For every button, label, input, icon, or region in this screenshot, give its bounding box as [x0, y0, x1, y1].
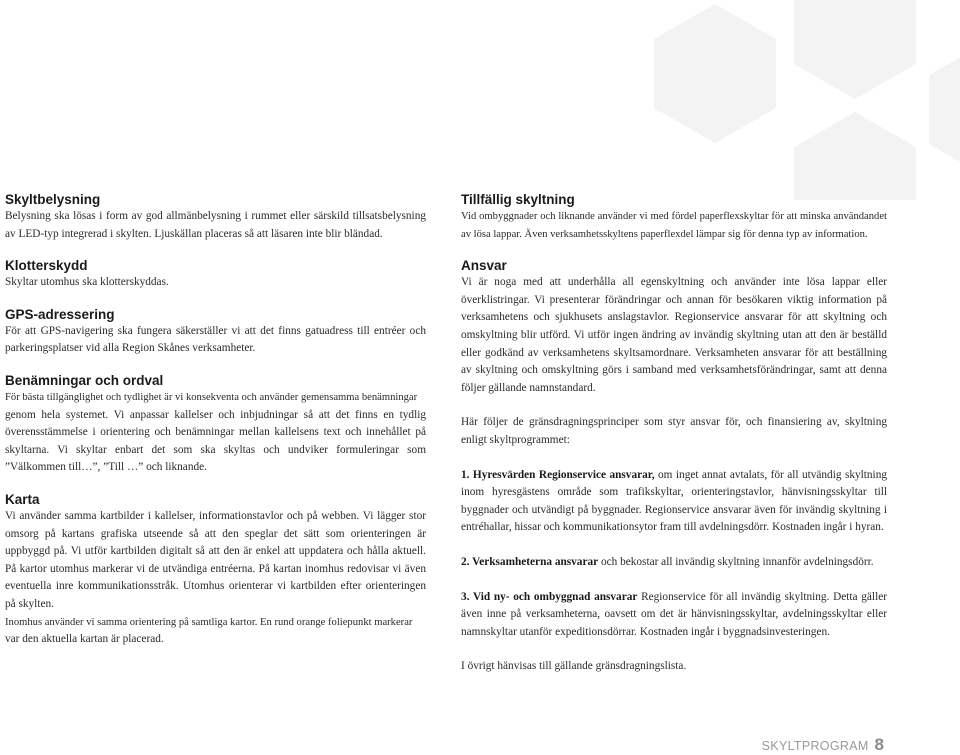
- section-heading-temporary: Tillfällig skyltning: [461, 192, 575, 207]
- map-text-narrow: Inomhus använder vi samma orientering på samtliga kartor. En rund orange foliepunkt markerar: [5, 616, 413, 628]
- responsibility-text: Vi är noga med att underhålla all egenskyltning och använder inte lösa lappar eller överklistringar. Vi presenterar förändringar och annan för besökaren viktig information på verksamhetens och sjukhusets anslagstavlor. Regionservice ansvarar för att skyltning och omskyltning blir utförd. Vi utför ingen ändring av invändig skyltning utan att den är beställd eller godkänd av verksamhetens skyltsamordnare. Verksamheten ansvarar för att beställning av skyltning och omskyltning görs i samband med verksamhetsförändringar, samt att denna följer gällande namnstandard.: [461, 276, 887, 394]
- footer-label: SKYLTPROGRAM: [761, 739, 869, 753]
- hexagon-shape: [929, 40, 960, 179]
- responsibility-intro: Här följer de gränsdragningsprinciper som styr ansvar för, och finansiering av, skyltning enligt skyltprogrammet:: [461, 416, 887, 446]
- lighting-text: Belysning ska lösas i form av god allmänbelysning i rummet eller särskild tillsatsbelysning av LED-typ integrerad i skylten. Ljuskällan placeras så att läsaren inte blir bländad.: [5, 210, 426, 240]
- section-heading-lighting: Skyltbelysning: [5, 192, 101, 207]
- hexagon-pattern-decoration: [0, 0, 960, 200]
- item-3-text: Regionservice för all invändig skyltning. Detta gäller även inne på verksamheterna, oavsett om det är hänvisningsskyltar, avdelningsskyltar eller namnskyltar utanför expeditionsdörrar. Kostnaden ingår i byggnadsinvesteringen.: [461, 590, 887, 638]
- responsibility-item-1: [461, 467, 887, 537]
- hexagon-shape: [654, 4, 776, 143]
- map-text-end: var den aktuella kartan är placerad.: [5, 633, 164, 646]
- naming-text: genom hela systemet. Vi anpassar kallelser och inbjudningar så att det finns en tydlig överensstämmelse i orientering och benämningar mellan kallelsens text och innehållet på skyltarna. Vi skyltar enbart det som ska skyltas och undviker formuleringar som ”Välkommen till…”, ”Till …” och liknande.: [5, 408, 426, 474]
- section-heading-responsibility: Ansvar: [461, 258, 507, 274]
- section-heading-map: Karta: [5, 491, 40, 507]
- map-text: Vi använder samma kartbilder i kallelser, informationstavlor och på webben. Vi lägger stor omsorg på kartans grafiska utseende så att den speglar det sätt som orienteringen är uppbyggd på. Vi utför kartbilden digitalt så att den är enkel att uppdatera och hålla aktuell. På kartor utomhus markerar vi de utvändiga entréerna. På kartan inomhus redovisar vi även eventuella inre kommunikationsstråk. Utomhus orienterar vi kartbilden efter orienteringen på skylten.: [5, 509, 426, 610]
- responsibility-item-2: [461, 554, 887, 572]
- item-3-lead: 3. Vid ny- och ombyggnad ansvarar: [461, 590, 638, 603]
- item-1-text: om inget annat avtalats, för all utvändig skyltning inom hyresgästens område som trafikskyltar, orienteringstavlor, hänvisningsskyltar till byggnader och utvändigt på byggnader. Regionservice ansvarar även för invändig skyltning i entréhallar, hissar och kommunikationsytor fram till avdelningsdörr. Kostnaden ingår i hyran.: [461, 468, 887, 534]
- section-heading-gps: GPS-adressering: [5, 306, 115, 322]
- right-column: [461, 191, 887, 676]
- graffiti-text: Skyltar utomhus ska klotterskyddas.: [5, 276, 169, 289]
- item-2-lead: 2. Verksamheterna ansvarar: [461, 555, 599, 568]
- temporary-text: Vid ombyggnader och liknande använder vi med fördel paperflexskyltar för att minska användandet av lösa lappar. Även verksamhetsskyltens paperflexdel lämpar sig för denna typ av information.: [461, 211, 887, 240]
- item-2-text: och bekostar all invändig skyltning innanför avdelningsdörr.: [598, 555, 874, 568]
- naming-text-lead: För bästa tillgänglighet och tydlighet är vi konsekventa och använder gemensamma benämningar: [5, 391, 418, 403]
- item-1-lead: 1. Hyresvärden Regionservice ansvarar,: [461, 468, 655, 481]
- page-footer: [762, 735, 884, 755]
- responsibility-item-3: [461, 589, 887, 642]
- gps-text: För att GPS-navigering ska fungera säkerställer vi att det finns gatuadress till entréer och parkeringsplatser vid alla Region Skånes verksamheter.: [5, 324, 426, 355]
- section-heading-naming: Benämningar och ordval: [5, 372, 164, 388]
- left-column: [5, 191, 426, 649]
- section-heading-graffiti: Klotterskydd: [5, 258, 88, 274]
- hexagon-shape: [794, 112, 916, 200]
- page-number: 8: [874, 735, 884, 754]
- closing-text: I övrigt hänvisas till gällande gränsdragningslista.: [461, 660, 687, 673]
- hexagon-shape: [794, 0, 916, 99]
